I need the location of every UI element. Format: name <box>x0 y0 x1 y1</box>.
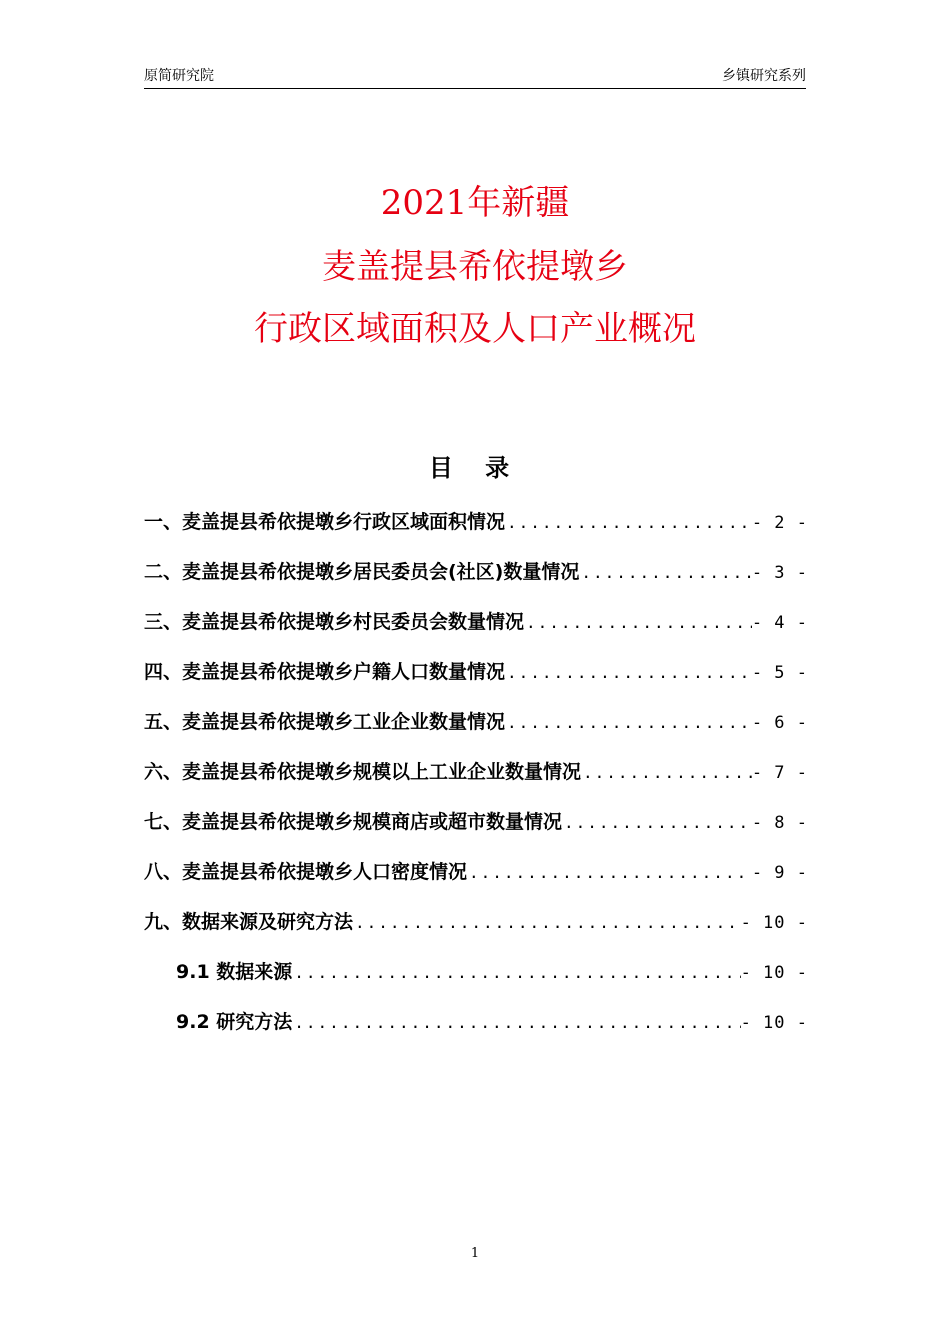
header-series: 乡镇研究系列 <box>722 68 806 84</box>
toc-leader-dots <box>467 857 752 889</box>
toc-item-label: 三、麦盖提县希依提墩乡村民委员会数量情况 <box>144 611 525 633</box>
toc-item-9[interactable] <box>144 906 808 956</box>
toc-item-label: 9.2 研究方法 <box>176 1011 293 1033</box>
document-title-year-region: 2021年新疆 <box>380 183 570 223</box>
toc-subitem-9-2[interactable] <box>144 1006 808 1056</box>
document-title-subject: 行政区域面积及人口产业概况 <box>254 309 696 349</box>
toc-item-label: 四、麦盖提县希依提墩乡户籍人口数量情况 <box>144 661 506 683</box>
toc-item-label: 9.1 数据来源 <box>176 961 293 983</box>
toc-item-page: - 7 - <box>751 763 808 783</box>
toc-item-label: 五、麦盖提县希依提墩乡工业企业数量情况 <box>144 711 506 733</box>
toc-leader-dots <box>505 707 752 739</box>
toc-leader-dots <box>505 657 752 689</box>
toc-item-page: - 10 - <box>740 963 808 983</box>
toc-item-label: 八、麦盖提县希依提墩乡人口密度情况 <box>144 861 468 883</box>
page-number: 1 <box>470 1246 480 1261</box>
toc-item-3[interactable] <box>144 606 808 656</box>
header-publisher: 原简研究院 <box>144 68 214 84</box>
toc-heading: 目 录 <box>428 454 522 482</box>
toc-item-label: 二、麦盖提县希依提墩乡居民委员会(社区)数量情况 <box>144 561 580 583</box>
toc-item-label: 一、麦盖提县希依提墩乡行政区域面积情况 <box>144 511 506 533</box>
toc-item-page: - 3 - <box>751 563 808 583</box>
table-of-contents <box>144 506 808 1056</box>
toc-item-page: - 4 - <box>751 613 808 633</box>
toc-item-page: - 5 - <box>751 663 808 683</box>
toc-leader-dots <box>579 557 751 589</box>
toc-item-label: 九、数据来源及研究方法 <box>144 911 354 933</box>
toc-leader-dots <box>581 757 752 789</box>
toc-item-2[interactable] <box>144 556 808 606</box>
toc-leader-dots <box>292 1007 740 1039</box>
page-header <box>144 66 806 89</box>
toc-item-page: - 10 - <box>740 913 808 933</box>
toc-item-label: 七、麦盖提县希依提墩乡规模商店或超市数量情况 <box>144 811 563 833</box>
toc-item-8[interactable] <box>144 856 808 906</box>
toc-item-1[interactable] <box>144 506 808 556</box>
toc-item-5[interactable] <box>144 706 808 756</box>
toc-leader-dots <box>524 607 752 639</box>
toc-item-page: - 9 - <box>751 863 808 883</box>
toc-item-page: - 2 - <box>751 513 808 533</box>
toc-item-4[interactable] <box>144 656 808 706</box>
toc-item-7[interactable] <box>144 806 808 856</box>
toc-item-label: 六、麦盖提县希依提墩乡规模以上工业企业数量情况 <box>144 761 582 783</box>
toc-leader-dots <box>562 807 752 839</box>
toc-subitem-9-1[interactable] <box>144 956 808 1006</box>
toc-item-page: - 6 - <box>751 713 808 733</box>
toc-item-page: - 8 - <box>751 813 808 833</box>
toc-item-6[interactable] <box>144 756 808 806</box>
toc-leader-dots <box>292 957 740 989</box>
toc-leader-dots <box>505 507 752 539</box>
document-title-township: 麦盖提县希依提墩乡 <box>322 247 628 287</box>
toc-item-page: - 10 - <box>740 1013 808 1033</box>
toc-leader-dots <box>353 907 741 939</box>
